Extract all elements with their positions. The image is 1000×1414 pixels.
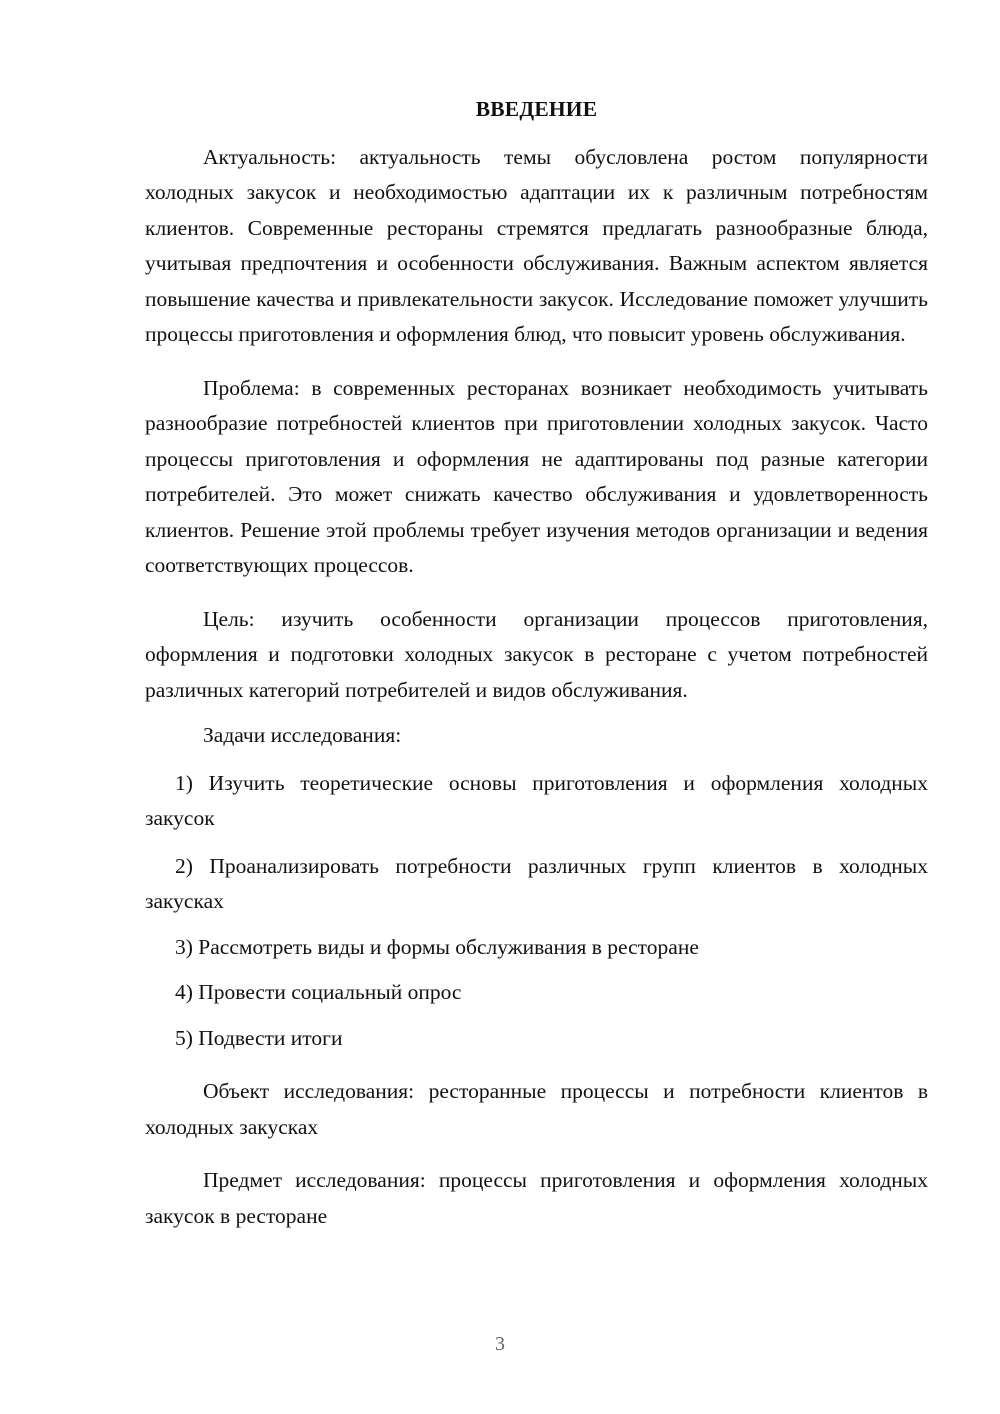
task-item: 2) Проанализировать потребности различных групп клиентов в холодных закусках	[145, 853, 928, 913]
task-item: 4) Провести социальный опрос	[175, 980, 462, 1004]
tasks-list	[145, 766, 928, 1057]
object-paragraph: Объект исследования: ресторанные процессы и потребности клиентов в холодных закусках	[145, 1079, 928, 1139]
tasks-heading: Задачи исследования:	[203, 723, 402, 747]
page-title: ВВЕДЕНИЕ	[475, 97, 598, 121]
subject-paragraph: Предмет исследования: процессы приготовления и оформления холодных закусок в ресторане	[145, 1168, 928, 1228]
problem-paragraph: Проблема: в современных ресторанах возникает необходимость учитывать разнообразие потребностей клиентов при приготовлении холодных закусок. Часто процессы приготовления и оформления не адаптированы под разные категории потребителей. Это может снижать качество обслуживания и удовлетворенность клиентов. Решение этой проблемы требует изучения методов организации и ведения соответствующих процессов.	[145, 375, 928, 577]
relevance-paragraph: Актуальность: актуальность темы обусловлена ростом популярности холодных закусок и необходимостью адаптации их к различным потребностям клиентов. Современные рестораны стремятся предлагать разнообразные блюда, учитывая предпочтения и особенности обслуживания. Важным аспектом является повышение качества и привлекательности закусок. Исследование поможет улучшить процессы приготовления и оформления блюд, что повысит уровень обслуживания.	[145, 144, 928, 346]
page-number: 3	[495, 1333, 505, 1355]
task-item: 3) Рассмотреть виды и формы обслуживания в ресторане	[175, 934, 699, 959]
document-body	[145, 92, 928, 1234]
goal-paragraph: Цель: изучить особенности организации процессов приготовления, оформления и подготовки холодных закусок в ресторане с учетом потребностей различных категорий потребителей и видов обслуживания.	[145, 606, 928, 702]
task-item: 1) Изучить теоретические основы приготовления и оформления холодных закусок	[145, 770, 928, 830]
task-item: 5) Подвести итоги	[175, 1025, 343, 1050]
